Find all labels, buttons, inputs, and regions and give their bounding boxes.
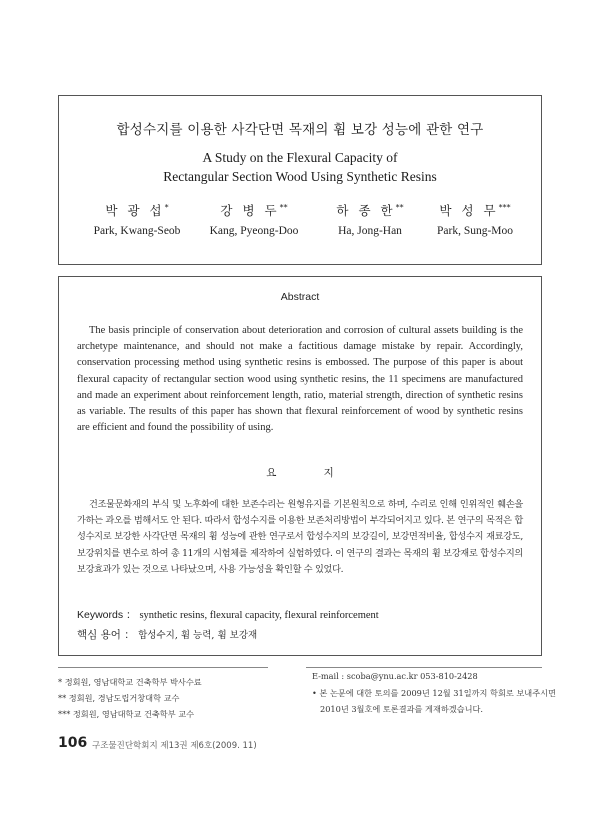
author-mark: **: [395, 202, 404, 212]
keywords-korean-label: 핵심 용어: [77, 629, 121, 641]
abstract-box: [58, 276, 542, 656]
footnote-author-2: ** 정회원, 경남도립거창대학 교수: [58, 693, 180, 703]
keywords-label: Keywords: [77, 609, 124, 621]
page-number: 106: [58, 735, 88, 751]
keywords-korean-separator: ：: [124, 629, 135, 641]
keywords-korean-value: 합성수지, 휨 능력, 휨 보강재: [138, 630, 258, 641]
korean-summary-heading: 요 지: [266, 467, 356, 479]
author-mark: **: [279, 202, 288, 212]
journal-info: 구조물진단학회지 제13권 제6호(2009. 11): [92, 741, 257, 751]
footnote-author-1: * 정회원, 영남대학교 건축학부 박사수료: [58, 677, 202, 687]
author-name-korean: 하 종 한: [336, 203, 396, 218]
footnote-author-3: *** 정회원, 영남대학교 건축학부 교수: [58, 709, 195, 719]
keywords-row: [77, 607, 531, 622]
author-name-english: Kang, Pyeong-Doo: [209, 225, 299, 237]
keywords-separator: ：: [126, 609, 137, 621]
abstract-text: The basis principle of conservation about deterioration and corrosion of cultural assets building is the archetype maintenance, and should not make a factitious damage mistake by repair. Accordingly, conservation processing method using synthetic resins is embossed. The purpose of this paper is about flexural capacity of rectangular section wood using synthetic resins, the 11 specimens are manufactured and made an experiment about reinforcement length, ratio, material strength, direction of synthetic resins as variable. The results of this paper has shown that flexural reinforcement of wood by synthetic resins are efficient and found the possibility of using.: [77, 325, 523, 434]
korean-summary-text: 건조물문화재의 부식 및 노후화에 대한 보존수리는 원형유지를 기본원칙으로 하며, 수리로 인해 인위적인 훼손을 가하는 과오를 범해서도 안 된다. 따라서 합성수지를 이용한 보존처리방법이 부각되어지고 있다. 본 연구의 목적은 합성수지로 보강한 사각단면 목재의 휨 성능에 관한 연구로서 합성수지의 보강길이, 보강면적비율, 합성수지 재료강도, 보강위치를 변수로 하여 총 11개의 시험체를 제작하여 실험하였다. 이 연구의 결과는 목재의 휨 보강재로 합성수지의 보강효과가 있는 것으로 나타났으며, 사용 가능성을 확인할 수 있었다.: [77, 499, 523, 575]
title-box: [58, 95, 542, 265]
author-name-korean: 박 성 무: [439, 203, 499, 218]
author-name-korean: 박 광 섭: [105, 203, 165, 218]
contact-email: E-mail : scoba@ynu.ac.kr 053-810-2428: [312, 671, 478, 681]
paper-title-english-line-2: Rectangular Section Wood Using Synthetic Resins: [163, 169, 437, 184]
author-name-english: Ha, Jong-Han: [338, 225, 402, 237]
footnote-divider-left: [58, 667, 268, 668]
discussion-note-line-2: 2010년 3월호에 토론결과를 게재하겠습니다.: [320, 704, 484, 714]
author-name-english: Park, Sung-Moo: [436, 225, 514, 237]
author-name-korean: 강 병 두: [220, 203, 280, 218]
paper-title-english-line-1: A Study on the Flexural Capacity of: [202, 150, 398, 165]
paper-title-korean: 합성수지를 이용한 사각단면 목재의 휨 보강 성능에 관한 연구: [116, 122, 484, 138]
author-mark: ***: [498, 202, 511, 212]
footnote-divider-right: [306, 667, 542, 668]
author-mark: *: [164, 202, 169, 212]
keywords-value: synthetic resins, flexural capacity, flexural reinforcement: [139, 610, 379, 621]
abstract-heading: Abstract: [280, 291, 320, 303]
discussion-note-line-1: • 본 논문에 대한 토의를 2009년 12월 31일까지 학회로 보내주시면: [312, 688, 556, 698]
keywords-korean-row: [77, 627, 531, 642]
author-name-english: Park, Kwang-Seob: [93, 225, 181, 237]
